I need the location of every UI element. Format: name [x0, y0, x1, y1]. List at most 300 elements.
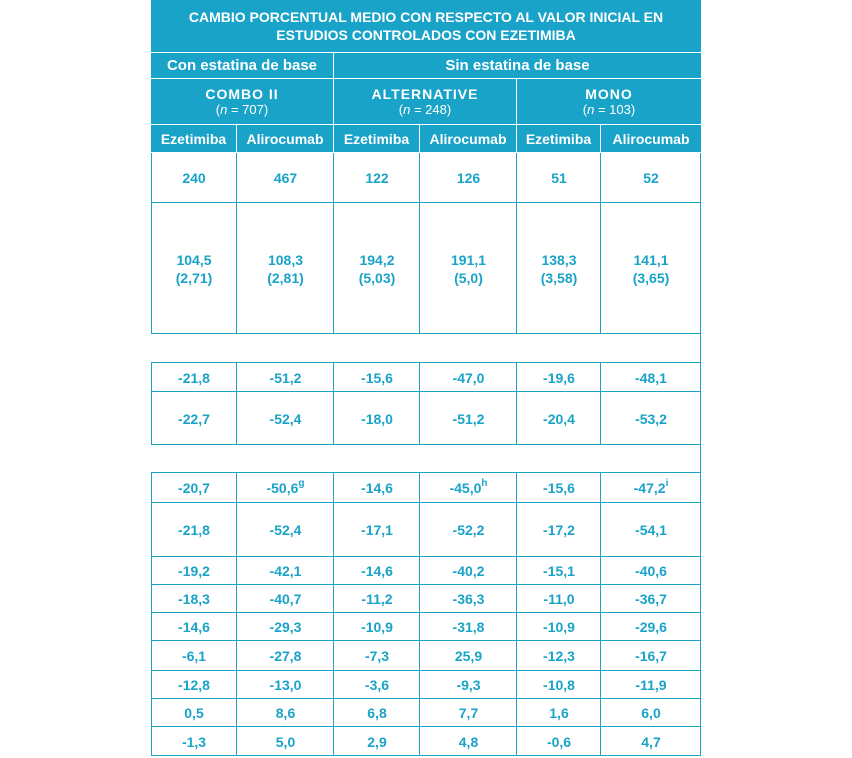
cell-value: -22,7	[178, 410, 210, 427]
column-border	[236, 699, 237, 727]
column-border	[236, 392, 237, 445]
column-border	[516, 392, 517, 445]
table-cell	[334, 203, 420, 334]
cell-value: -19,6	[543, 369, 575, 386]
column-border	[236, 363, 237, 392]
cell-value: -21,8	[178, 522, 210, 538]
study-name: COMBO II	[205, 86, 279, 102]
column-border	[700, 503, 701, 557]
study-n: (n = 707)	[215, 102, 269, 117]
study-header-combo-ii	[151, 79, 333, 124]
cell-value: -9,3	[456, 677, 481, 693]
table-cell	[334, 699, 420, 727]
cell-value: -48,1	[635, 369, 667, 386]
column-border	[600, 585, 601, 613]
cell-value: -27,8	[269, 648, 302, 664]
study-name: ALTERNATIVE	[371, 86, 479, 102]
table-cell	[601, 363, 701, 392]
cell-value: 6,8	[367, 705, 387, 721]
arm-header-alirocumab: Alirocumab	[601, 125, 701, 152]
table-cell: -45,0 $^h$	[449, 478, 488, 496]
column-border	[419, 585, 420, 613]
column-border	[236, 641, 237, 671]
cell-value: 138,3 (3,58)	[540, 251, 578, 286]
column-border	[419, 392, 420, 445]
arm-header-alirocumab: Alirocumab	[237, 125, 333, 152]
column-border	[516, 203, 517, 334]
group-header-without-statin: Sin estatina de base	[334, 53, 701, 78]
table-cell	[517, 557, 601, 585]
column-border	[333, 699, 334, 727]
cell-value: -20,7	[178, 480, 210, 496]
cell-value: 0,5	[184, 705, 204, 721]
spacer-cell	[517, 445, 601, 473]
column-border	[516, 503, 517, 557]
column-border	[333, 671, 334, 699]
table-cell	[334, 392, 420, 445]
row-border	[151, 556, 701, 557]
table-cell	[420, 153, 517, 203]
column-border	[236, 727, 237, 756]
spacer-cell	[601, 445, 701, 473]
cell-value: -11,2	[361, 591, 393, 607]
table-cell	[601, 557, 701, 585]
arm-header-ezetimiba: Ezetimiba	[334, 125, 419, 152]
table-cell	[151, 585, 237, 613]
column-border	[151, 473, 152, 503]
table-cell: -50,6 $^g$	[266, 478, 305, 496]
column-border	[419, 641, 420, 671]
table-cell	[237, 557, 334, 585]
table-cell	[517, 503, 601, 557]
cell-value: 141,1 (3,65)	[632, 251, 670, 286]
table-cell	[420, 727, 517, 756]
cell-value: -15,6	[361, 369, 393, 386]
header-divider	[151, 52, 701, 53]
table-cell	[601, 503, 701, 557]
table-cell	[601, 727, 701, 756]
column-border	[700, 613, 701, 641]
column-border	[700, 641, 701, 671]
cell-value: 7,7	[458, 705, 479, 721]
cell-value: 1,6	[549, 705, 569, 721]
row-border	[151, 362, 701, 363]
cell-value: -47,2	[633, 480, 666, 496]
column-border	[333, 585, 334, 613]
column-border	[236, 473, 237, 503]
cell-value: -51,2	[452, 410, 485, 427]
column-border	[151, 153, 152, 203]
cell-value: 8,6	[275, 705, 296, 721]
cell-value: -10,9	[543, 619, 575, 635]
cell-value: -42,1	[269, 563, 302, 579]
column-border	[700, 363, 701, 392]
table-cell	[334, 641, 420, 671]
table-cell	[334, 613, 420, 641]
cell-value: -14,6	[178, 619, 210, 635]
table-cell	[420, 557, 517, 585]
column-border	[516, 153, 517, 203]
row-border	[151, 640, 701, 641]
cell-value: 4,7	[641, 733, 661, 750]
table-cell	[237, 203, 334, 334]
column-border	[600, 503, 601, 557]
column-border	[600, 153, 601, 203]
spacer-cell	[420, 334, 517, 363]
column-border	[516, 473, 517, 503]
cell-value: 191,1 (5,0)	[450, 251, 487, 286]
cell-value: 5,0	[275, 733, 296, 750]
row-border	[151, 755, 701, 756]
cell-value: -3,6	[364, 677, 390, 693]
column-border	[600, 671, 601, 699]
row-border	[151, 502, 701, 503]
cell-value: -16,7	[635, 648, 667, 664]
column-border	[516, 585, 517, 613]
table-cell	[601, 671, 701, 699]
spacer-cell	[237, 445, 334, 473]
table-cell	[237, 641, 334, 671]
table-cell	[237, 613, 334, 641]
table-cell	[420, 613, 517, 641]
cell-value: -40,2	[452, 563, 485, 579]
row-border	[151, 333, 701, 334]
spacer-cell	[334, 334, 420, 363]
column-border	[600, 641, 601, 671]
arm-header-ezetimiba: Ezetimiba	[517, 125, 600, 152]
cell-value: -45,0	[449, 480, 482, 496]
spacer-cell	[517, 334, 601, 363]
column-border	[151, 363, 152, 392]
cell-value: 51	[551, 170, 567, 186]
column-border	[151, 585, 152, 613]
column-border	[419, 699, 420, 727]
column-border	[236, 203, 237, 334]
row-border	[151, 444, 701, 445]
table-cell	[517, 585, 601, 613]
column-border	[600, 392, 601, 445]
column-border	[700, 585, 701, 613]
column-border	[419, 153, 420, 203]
column-border	[151, 641, 152, 671]
cell-value: -14,6	[361, 480, 393, 496]
cell-value: 108,3 (2,81)	[267, 251, 304, 286]
column-border	[700, 557, 701, 585]
column-border	[419, 671, 420, 699]
row-border	[151, 391, 701, 392]
cell-value: -36,3	[452, 591, 485, 607]
table-cell	[151, 392, 237, 445]
cell-value: -52,4	[269, 410, 302, 427]
column-border	[333, 392, 334, 445]
column-border	[600, 613, 601, 641]
cell-value: -31,8	[452, 619, 485, 635]
cell-value: 25,9	[454, 648, 483, 664]
table-cell	[151, 557, 237, 585]
column-border	[151, 613, 152, 641]
row-border	[151, 670, 701, 671]
column-border	[333, 503, 334, 557]
column-border	[419, 613, 420, 641]
column-border	[700, 699, 701, 727]
cell-value: -51,2	[269, 369, 302, 386]
header-divider	[151, 124, 701, 125]
row-border	[151, 612, 701, 613]
table-cell	[601, 153, 701, 203]
cell-value: 52	[643, 170, 659, 186]
table-cell	[334, 585, 420, 613]
table-cell	[151, 473, 237, 503]
cell-value: -12,8	[178, 677, 210, 693]
column-border	[333, 153, 334, 203]
cell-value: -15,6	[543, 480, 575, 496]
column-border	[333, 641, 334, 671]
column-border	[516, 363, 517, 392]
table-cell	[517, 671, 601, 699]
cell-value: -15,1	[543, 563, 575, 579]
column-border	[333, 203, 334, 334]
table-cell	[601, 203, 701, 334]
column-border	[700, 445, 701, 473]
column-border	[700, 203, 701, 334]
table-cell	[151, 671, 237, 699]
column-border	[700, 334, 701, 363]
table-cell	[334, 557, 420, 585]
table-cell	[151, 641, 237, 671]
cell-value: -11,9	[635, 677, 667, 693]
column-border	[516, 613, 517, 641]
table-cell: -47,2 $^i$	[633, 478, 669, 496]
table-cell	[237, 153, 334, 203]
cell-value: -10,9	[361, 619, 393, 635]
table-cell	[334, 153, 420, 203]
cell-value: -17,1	[361, 522, 393, 538]
column-border	[600, 473, 601, 503]
row-border	[151, 584, 701, 585]
column-border	[419, 203, 420, 334]
column-border	[419, 557, 420, 585]
column-border	[236, 153, 237, 203]
table-cell	[237, 699, 334, 727]
table-cell	[420, 641, 517, 671]
column-border	[419, 727, 420, 756]
column-border	[700, 392, 701, 445]
table-cell	[601, 699, 701, 727]
cell-value: -54,1	[635, 522, 667, 538]
row-border	[151, 726, 701, 727]
cell-value: 194,2 (5,03)	[358, 251, 396, 286]
column-border	[600, 557, 601, 585]
table-cell	[237, 671, 334, 699]
study-n: (n = 103)	[582, 102, 636, 117]
column-border	[333, 557, 334, 585]
cell-value: 122	[365, 170, 389, 186]
cell-value: -7,3	[364, 648, 390, 664]
table-cell	[151, 203, 237, 334]
table-cell	[334, 727, 420, 756]
cell-value: -17,2	[543, 522, 575, 538]
spacer-cell	[151, 445, 237, 473]
column-border	[419, 503, 420, 557]
cell-value: -29,6	[635, 619, 667, 635]
column-border	[333, 363, 334, 392]
column-border	[600, 203, 601, 334]
table-cell	[517, 203, 601, 334]
cell-value: 4,8	[458, 733, 479, 750]
table-cell	[517, 473, 601, 503]
spacer-cell	[601, 334, 701, 363]
study-header-alternative	[334, 79, 516, 124]
spacer-cell	[334, 445, 420, 473]
cell-value: -29,3	[269, 619, 302, 635]
cell-value: -20,4	[543, 410, 575, 427]
header-divider	[151, 78, 701, 79]
column-border	[151, 727, 152, 756]
cell-value: 467	[273, 170, 298, 186]
cell-value: -40,6	[635, 563, 667, 579]
row-border	[151, 472, 701, 473]
table-cell	[334, 671, 420, 699]
table-cell	[601, 613, 701, 641]
table-cell	[517, 613, 601, 641]
column-border	[516, 671, 517, 699]
column-border	[151, 392, 152, 445]
table-cell	[237, 727, 334, 756]
row-border	[151, 698, 701, 699]
header-divider	[333, 125, 334, 153]
cell-value: -11,0	[543, 591, 575, 607]
column-border	[516, 699, 517, 727]
cell-value: -50,6	[266, 480, 299, 496]
table-cell	[420, 392, 517, 445]
cell-value: -21,8	[178, 369, 210, 386]
cell-value: 2,9	[367, 733, 387, 750]
column-border	[419, 363, 420, 392]
column-border	[700, 727, 701, 756]
cell-value: -10,8	[543, 677, 575, 693]
spacer-cell	[237, 334, 334, 363]
spacer-cell	[151, 334, 237, 363]
table-cell	[601, 585, 701, 613]
table-cell	[420, 203, 517, 334]
table-cell	[151, 363, 237, 392]
column-border	[700, 153, 701, 203]
column-border	[151, 203, 152, 334]
column-border	[151, 699, 152, 727]
column-border	[333, 473, 334, 503]
column-border	[600, 727, 601, 756]
study-header-mono	[517, 79, 701, 124]
table-cell	[151, 153, 237, 203]
cell-value: 104,5 (2,71)	[175, 251, 213, 286]
table-cell	[517, 392, 601, 445]
arm-header-alirocumab: Alirocumab	[420, 125, 516, 152]
cell-value: -14,6	[361, 563, 393, 579]
row-border	[151, 202, 701, 203]
table-cell	[601, 641, 701, 671]
table-cell	[151, 503, 237, 557]
cell-value: -40,7	[269, 591, 302, 607]
arm-header-ezetimiba: Ezetimiba	[151, 125, 236, 152]
column-border	[700, 671, 701, 699]
table-cell	[237, 585, 334, 613]
column-border	[236, 671, 237, 699]
cell-value: -1,3	[181, 733, 207, 750]
column-border	[333, 727, 334, 756]
cell-value: 6,0	[641, 705, 661, 721]
cell-value: -52,4	[269, 522, 302, 538]
header-divider	[600, 125, 601, 153]
header-divider	[516, 79, 517, 125]
header-divider	[419, 125, 420, 153]
table-cell	[517, 363, 601, 392]
table-cell	[420, 699, 517, 727]
table-cell	[517, 727, 601, 756]
table-cell	[151, 727, 237, 756]
column-border	[151, 503, 152, 557]
cell-value: -0,6	[546, 733, 572, 750]
table-cell	[151, 699, 237, 727]
table-title: CAMBIO PORCENTUAL MEDIO CON RESPECTO AL VALOR INICIAL EN ESTUDIOS CONTROLADOS CON EZETIMIBA	[151, 0, 701, 52]
column-border	[419, 473, 420, 503]
cell-value: 126	[456, 170, 481, 186]
cell-value: -18,0	[361, 410, 393, 427]
cell-value: -18,3	[178, 591, 210, 607]
header-divider	[236, 125, 237, 153]
table-cell	[420, 585, 517, 613]
study-n: (n = 248)	[398, 102, 452, 117]
column-border	[600, 699, 601, 727]
cell-value: -36,7	[635, 591, 667, 607]
column-border	[236, 503, 237, 557]
table-cell	[237, 503, 334, 557]
table-cell	[334, 473, 420, 503]
table-cell	[237, 363, 334, 392]
study-name: MONO	[585, 86, 633, 102]
column-border	[516, 641, 517, 671]
cell-value: 240	[182, 170, 206, 186]
group-header-with-statin: Con estatina de base	[151, 53, 333, 78]
spacer-cell	[420, 445, 517, 473]
table-cell	[237, 392, 334, 445]
column-border	[151, 557, 152, 585]
column-border	[700, 473, 701, 503]
column-border	[151, 671, 152, 699]
column-border	[236, 613, 237, 641]
cell-value: -52,2	[452, 522, 485, 538]
cell-value: -53,2	[635, 410, 667, 427]
column-border	[600, 363, 601, 392]
table-cell	[334, 363, 420, 392]
table-cell	[420, 503, 517, 557]
cell-value: -19,2	[178, 563, 210, 579]
table-cell	[420, 363, 517, 392]
table-cell	[151, 613, 237, 641]
header-divider	[333, 53, 334, 79]
column-border	[516, 557, 517, 585]
table-cell	[601, 392, 701, 445]
column-border	[236, 585, 237, 613]
header-divider	[333, 79, 334, 125]
cell-value: -6,1	[181, 648, 207, 664]
table-cell	[517, 699, 601, 727]
column-border	[333, 613, 334, 641]
column-border	[516, 727, 517, 756]
cell-value: -47,0	[452, 369, 485, 386]
table-cell	[420, 671, 517, 699]
header-divider	[516, 125, 517, 153]
column-border	[236, 557, 237, 585]
